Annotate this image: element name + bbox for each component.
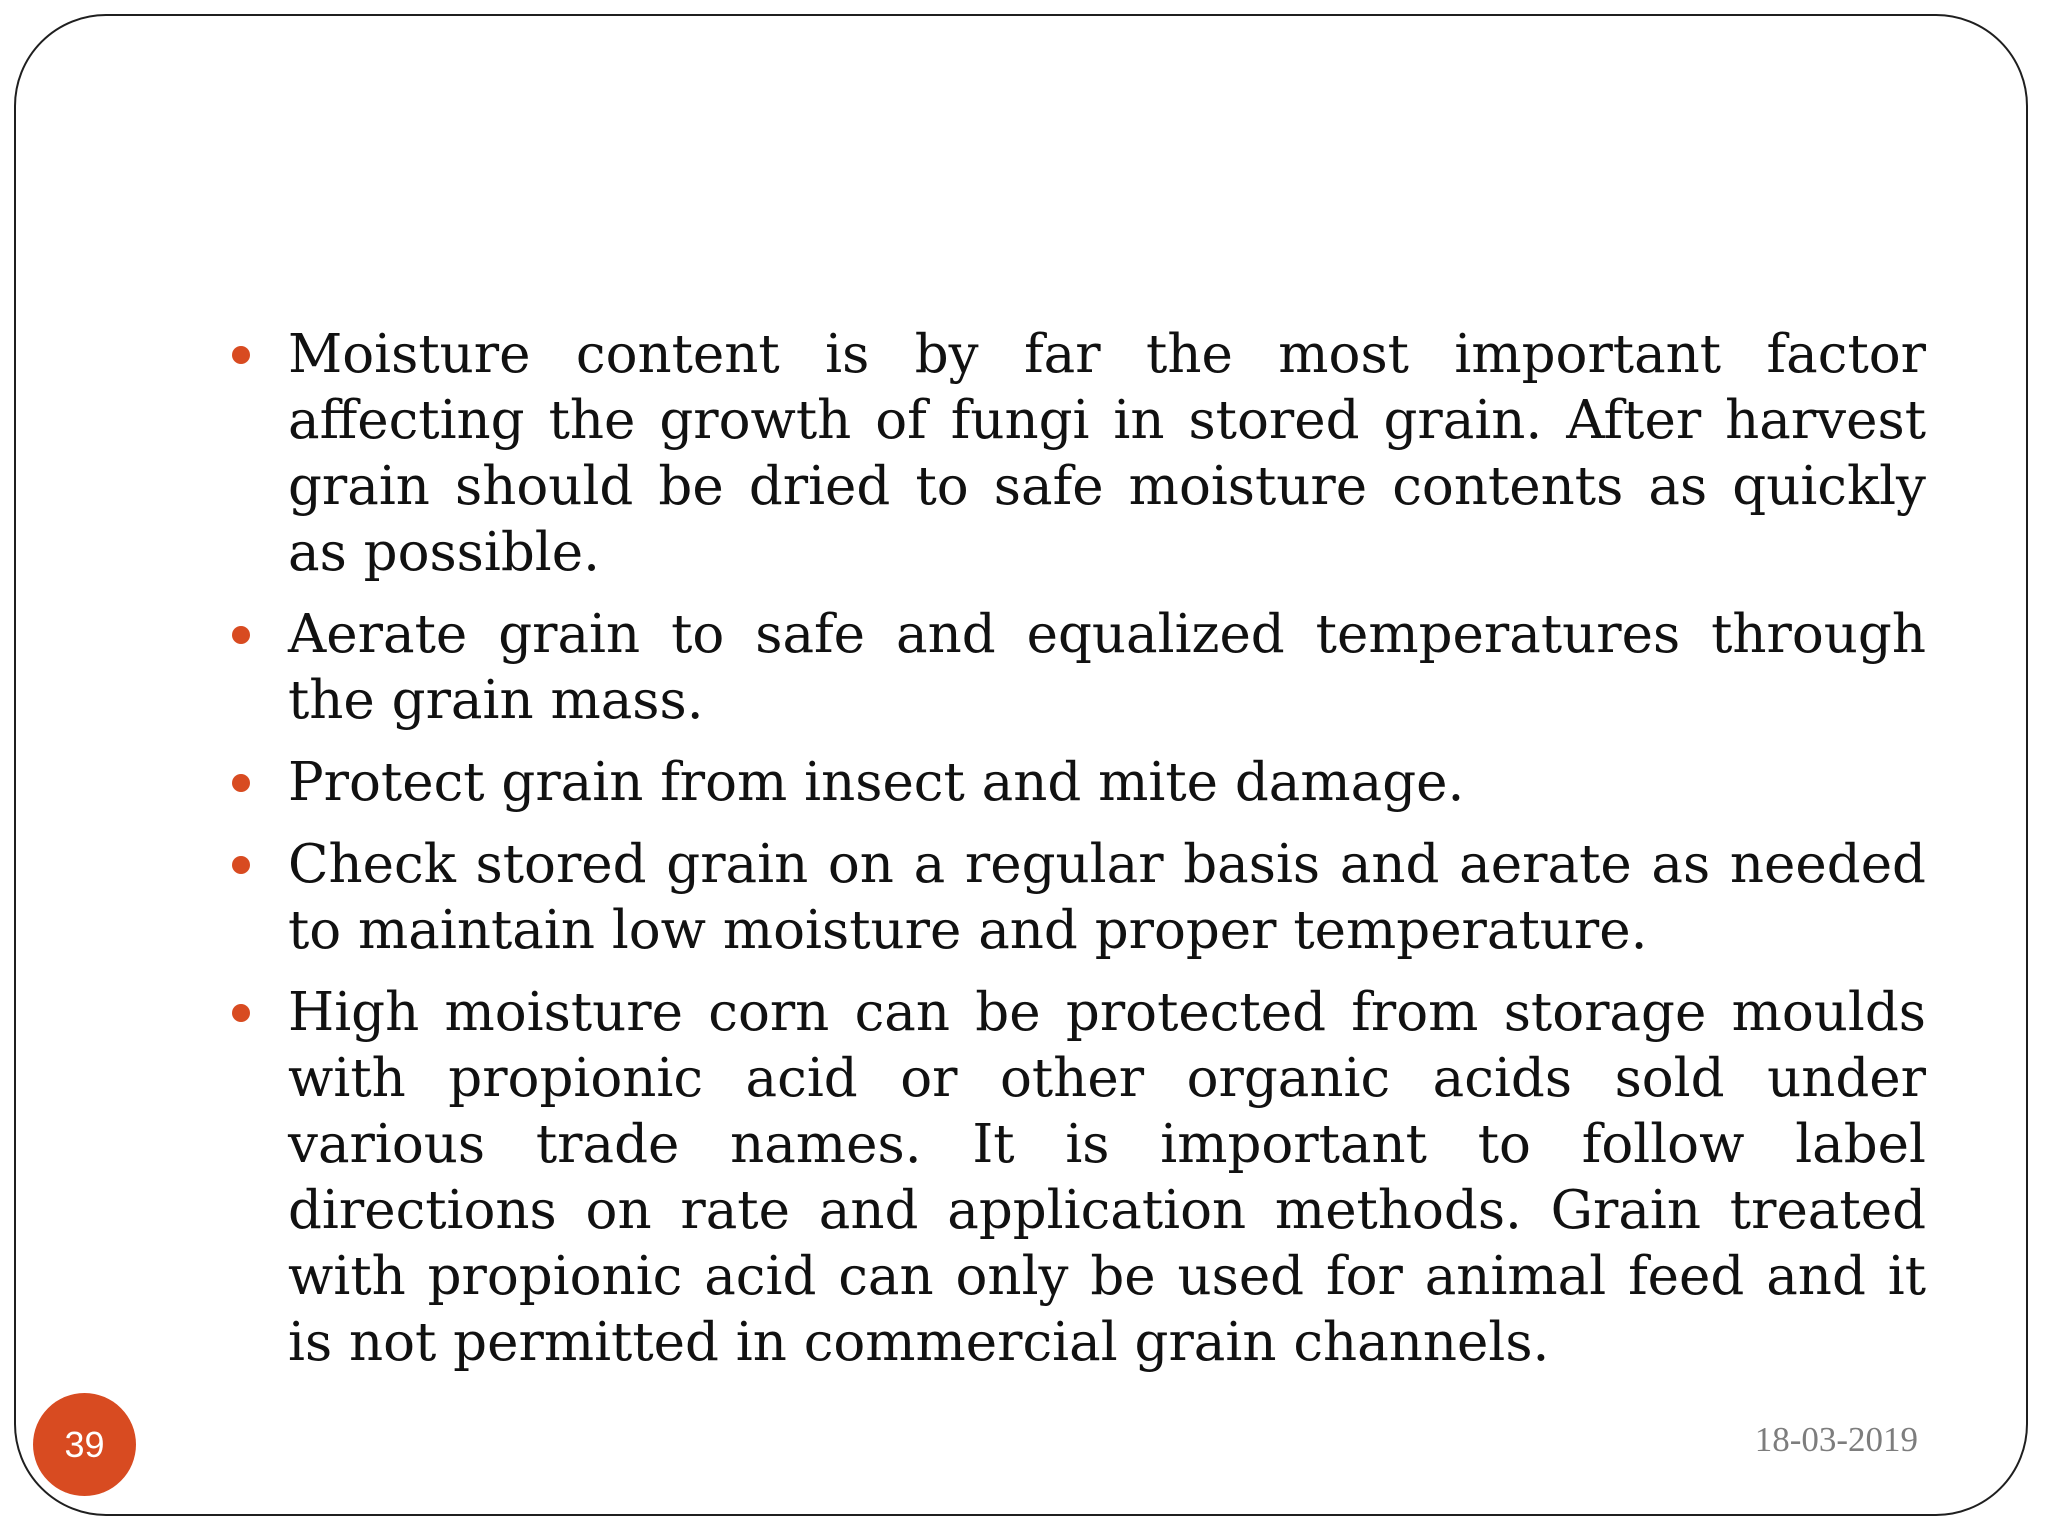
slide-date: 18-03-2019 [1754, 1420, 1918, 1459]
bullet-dot-icon [232, 856, 250, 874]
bullet-text: Moisture content is by far the most important factor affecting the growth of fungi in stored grain. After harvest grain should be dried to safe moisture contents as quickly as possible. [288, 324, 1926, 583]
bullet-dot-icon [232, 1004, 250, 1022]
bullet-item [232, 980, 1926, 1376]
bullet-item [232, 322, 1926, 586]
bullet-text: Aerate grain to safe and equalized temperatures through the grain mass. [288, 604, 1926, 731]
bullet-dot-icon [232, 626, 250, 644]
bullet-item [232, 832, 1926, 964]
bullet-text: High moisture corn can be protected from storage moulds with propionic acid or other organic acids sold under various trade names. It is important to follow label directions on rate and application methods. Grain treated with propionic acid can only be used for animal feed and it is not permitted in commercial grain channels. [288, 982, 1926, 1373]
slide-bullet-list [232, 322, 1926, 1392]
bullet-item [232, 750, 1926, 816]
bullet-dot-icon [232, 774, 250, 792]
bullet-text: Protect grain from insect and mite damage. [288, 752, 1465, 813]
slide-number-badge: 39 [33, 1393, 136, 1496]
bullet-dot-icon [232, 346, 250, 364]
bullet-text: Check stored grain on a regular basis and aerate as needed to maintain low moisture and proper temperature. [288, 834, 1926, 961]
bullet-item [232, 602, 1926, 734]
